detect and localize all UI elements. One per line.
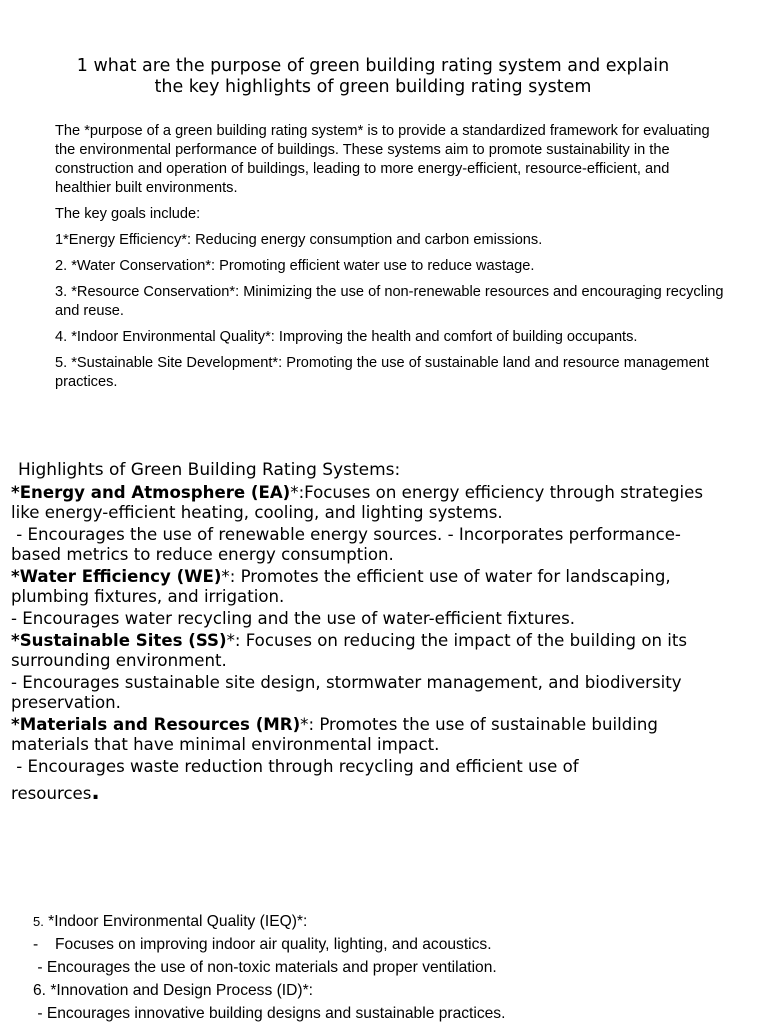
ieq-sub-1: - Focuses on improving indoor air quality, lighting, and acoustics. [33, 936, 492, 953]
highlight-ea-sub: - Encourages the use of renewable energy sources. - Incorporates performance-based metrics to reduce energy consumption. [11, 525, 681, 564]
highlight-ss-title: Sustainable Sites (SS) [19, 631, 227, 650]
highlight-we-sub: - Encourages water recycling and the use of water-efficient fixtures. [11, 609, 576, 628]
highlights-heading: Highlights of Green Building Rating Systems: [18, 460, 401, 480]
highlight-ss: *Sustainable Sites (SS)*: Focuses on reducing the impact of the building on its surrounding environment. [11, 631, 688, 670]
purpose-paragraph: The *purpose of a green building rating system* is to provide a standardized framework for evaluating the environmental performance of buildings. These systems aim to promote sustainability in the construction and operation of buildings, leading to more energy-efficient, resource-efficient, and healthier built environments. [55, 123, 710, 196]
goals-heading: The key goals include: [55, 206, 201, 222]
highlight-we-title: Water Efficiency (WE) [19, 567, 222, 586]
title-line-2: the key highlights of green building rating system [154, 77, 592, 97]
highlight-ss-sub: - Encourages sustainable site design, stormwater management, and biodiversity preservation. [11, 673, 682, 712]
goal-item: 4. *Indoor Environmental Quality*: Improving the health and comfort of building occupants. [55, 329, 638, 345]
ieq-sub-2: - Encourages the use of non-toxic materials and proper ventilation. [33, 959, 497, 976]
highlight-we: *Water Efficiency (WE)*: Promotes the efficient use of water for landscaping, plumbing fixtures, and irrigation. [11, 567, 671, 606]
highlights-section [11, 483, 711, 804]
goal-item: 2. *Water Conservation*: Promoting efficient water use to reduce wastage. [55, 258, 535, 274]
highlight-we-text: *: Promotes the efficient use of water for landscaping, plumbing fixtures, and irrigation. [11, 567, 671, 606]
id-sub: - Encourages innovative building designs and sustainable practices. [33, 1005, 506, 1022]
highlight-ss-text: *: Focuses on reducing the impact of the building on its surrounding environment. [11, 631, 688, 670]
highlight-ea: *Energy and Atmosphere (EA)*:Focuses on energy efficiency through strategies like energy-efficient heating, cooling, and lighting systems. [11, 483, 703, 522]
highlight-ea-title: Energy and Atmosphere (EA) [19, 483, 291, 502]
goal-item: 5. *Sustainable Site Development*: Promoting the use of sustainable land and resource management practices. [55, 355, 709, 390]
bottom-section [33, 910, 733, 1025]
id-title: 6. *Innovation and Design Process (ID)*: [33, 982, 313, 999]
goal-item: 1*Energy Efficiency*: Reducing energy consumption and carbon emissions. [55, 232, 543, 248]
intro-section [55, 122, 725, 399]
highlight-ea-text: *:Focuses on energy efficiency through strategies like energy-efficient heating, cooling, and lighting systems. [11, 483, 703, 522]
page-title [0, 56, 746, 98]
highlight-mr-sub: - Encourages waste reduction through recycling and efficient use of [11, 757, 579, 776]
highlight-mr-text: *: Promotes the use of sustainable building materials that have minimal environmental impact. [11, 715, 658, 754]
highlight-mr-last: resources. [11, 780, 100, 805]
highlight-mr: *Materials and Resources (MR)*: Promotes the use of sustainable building materials that have minimal environmental impact. [11, 715, 658, 754]
title-line-1: 1 what are the purpose of green building rating system and explain [76, 56, 670, 76]
highlight-mr-title: Materials and Resources (MR) [19, 715, 301, 734]
ieq-title-row: 5. *Indoor Environmental Quality (IEQ)*: [33, 913, 308, 930]
goal-item: 3. *Resource Conservation*: Minimizing the use of non-renewable resources and encouraging recycling and reuse. [55, 284, 724, 319]
